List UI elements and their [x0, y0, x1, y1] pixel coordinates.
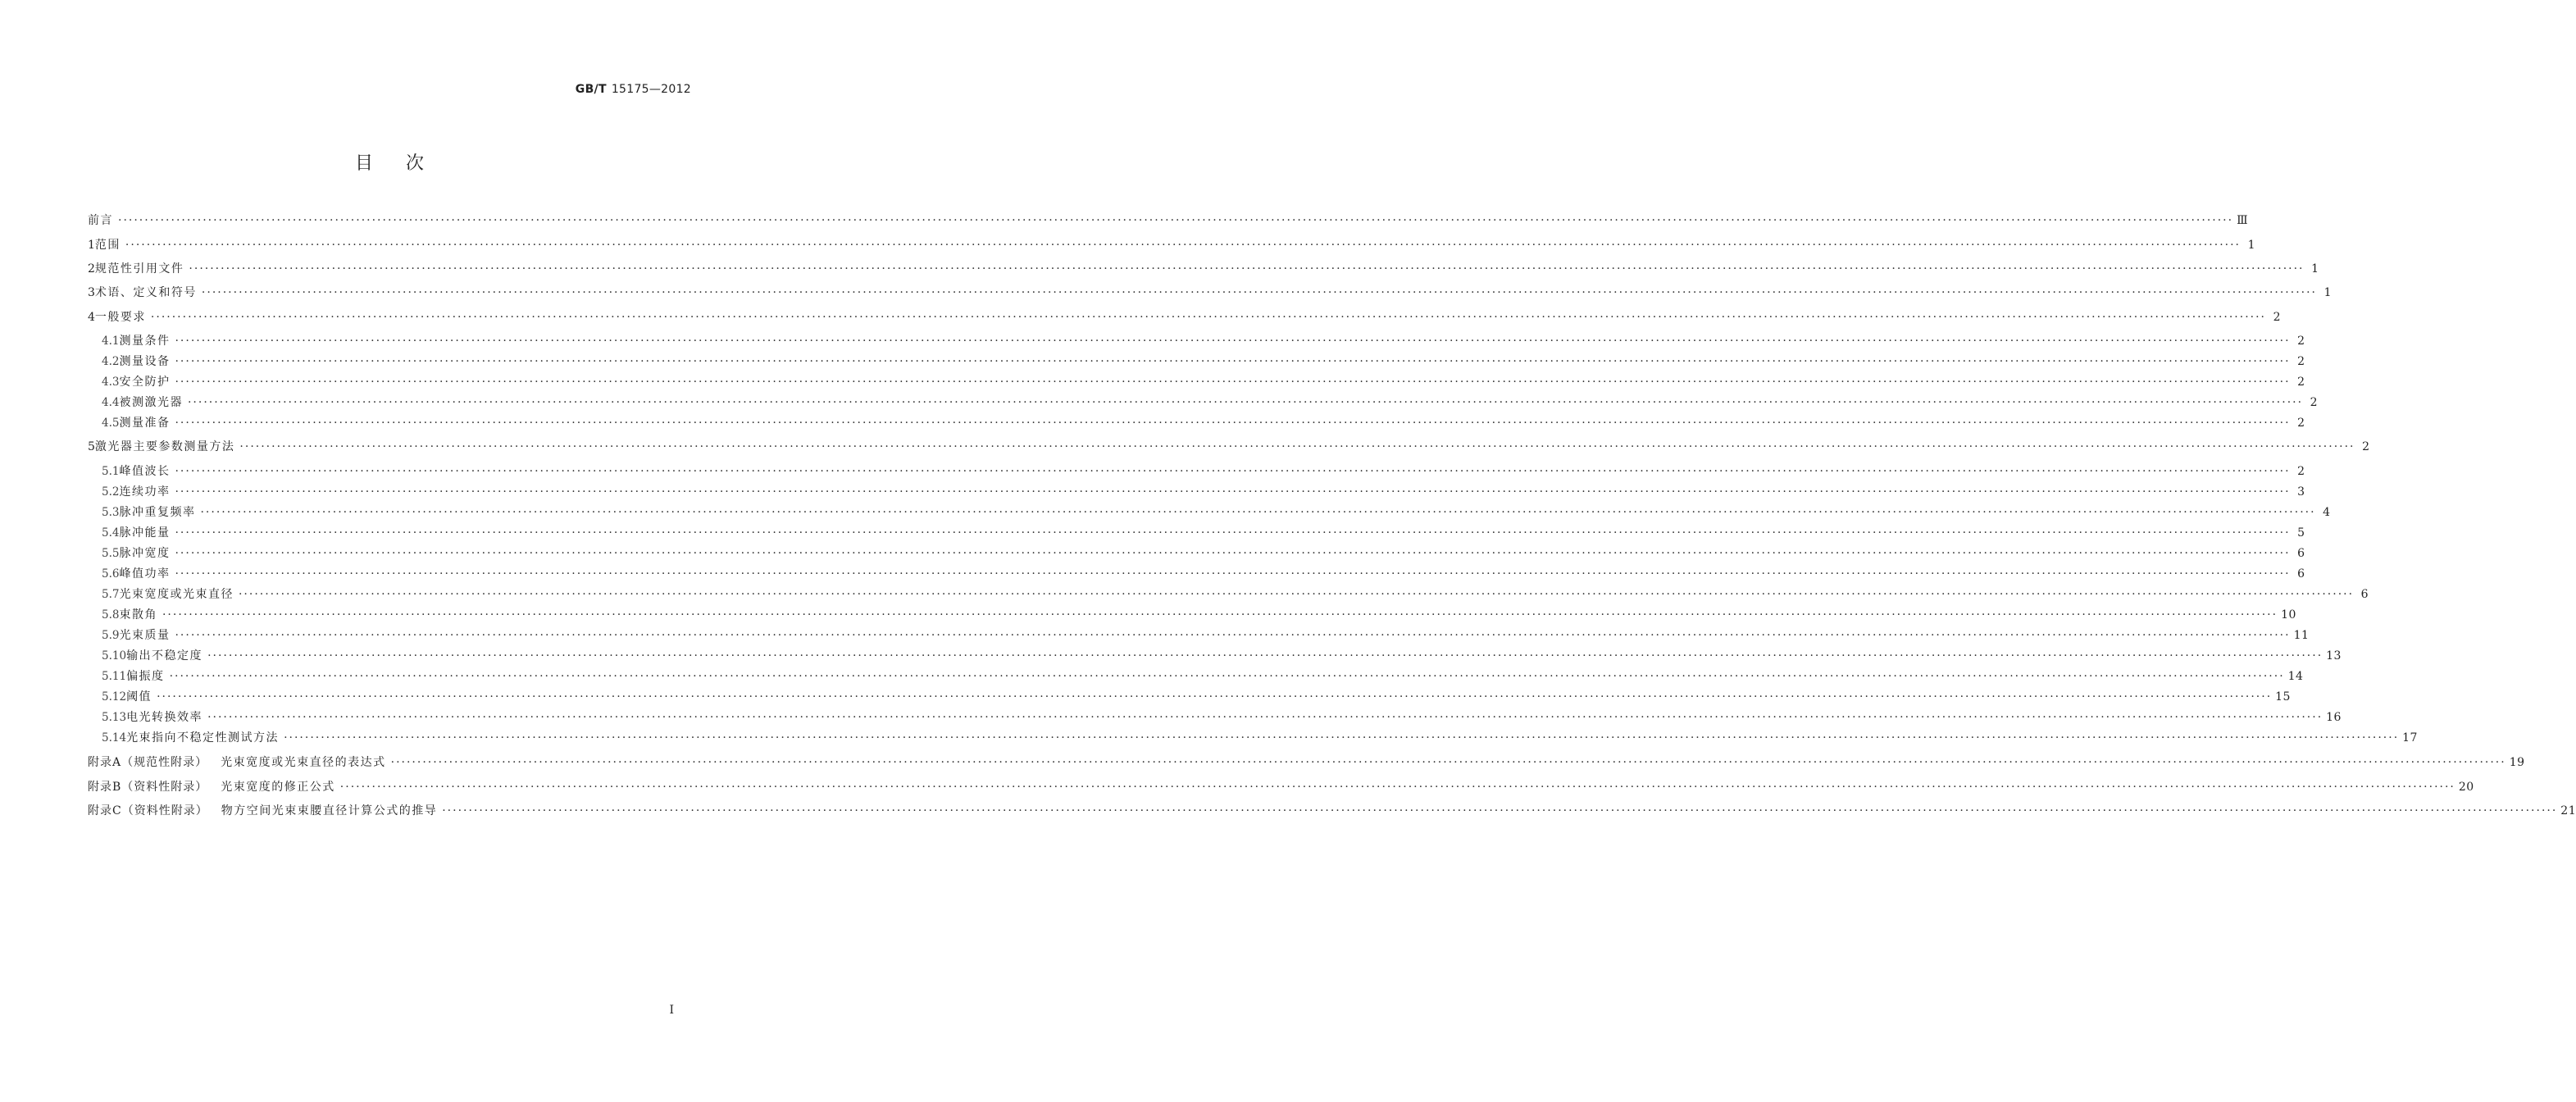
- toc-entry-page: 19: [2509, 756, 2525, 769]
- toc-entry-title: 脉冲重复频率: [119, 506, 196, 519]
- toc-dot-leader: ················································································································································································································································································································································································································: [175, 485, 2291, 499]
- toc-entry-page: Ⅲ: [2237, 214, 2249, 227]
- toc-entry-number: 4.3: [102, 376, 120, 389]
- toc-entry-page: 10: [2281, 608, 2296, 622]
- toc-entry-number: 3: [88, 286, 95, 299]
- toc-entry-title: 脉冲宽度: [119, 547, 171, 560]
- page-number: I: [669, 1004, 674, 1017]
- toc-entry-page: 3: [2297, 485, 2305, 499]
- toc-entry-number: 5: [88, 440, 95, 453]
- standard-number: 15175—2012: [611, 83, 691, 96]
- toc-entry-page: 6: [2297, 547, 2305, 560]
- toc-dot-leader: ················································································································································································································································································································································································································: [175, 629, 2291, 642]
- toc-dot-leader: ················································································································································································································································································································································································································: [189, 262, 2305, 276]
- toc-entry-page: 15: [2275, 690, 2291, 704]
- toc-entry-number: 5.5: [102, 547, 120, 560]
- toc-entry-page: 21: [2560, 804, 2576, 817]
- toc-entry-number: 5.2: [102, 485, 120, 499]
- toc-entry-title: 激光器主要参数测量方法: [94, 440, 235, 453]
- toc-dot-leader: ················································································································································································································································································································································································································: [125, 239, 2241, 252]
- toc-entry-number: 5.8: [102, 608, 120, 622]
- toc-entry-title: 光束质量: [119, 629, 171, 642]
- toc-dot-leader: ················································································································································································································································································································································································································: [175, 376, 2291, 389]
- toc-entry[interactable]: [88, 667, 2304, 684]
- toc-entry-title: 安全防护: [119, 376, 171, 389]
- toc-entry-title: 光束宽度或光束直径的表达式: [221, 756, 386, 769]
- toc-entry-number: 附录A（规范性附录）: [88, 756, 208, 769]
- toc-dot-leader: ················································································································································································································································································································································································································: [239, 440, 2355, 453]
- toc-dot-leader: ················································································································································································································································································································································································································: [150, 311, 2266, 324]
- toc-entry-page: 1: [2247, 239, 2255, 252]
- toc-entry-title: 脉冲能量: [119, 526, 171, 540]
- toc-dot-leader: ················································································································································································································································································································································································································: [187, 396, 2304, 409]
- toc-entry-title: 规范性引用文件: [94, 262, 184, 276]
- toc-entry-number: 附录C（资料性附录）: [88, 804, 208, 817]
- toc-entry-title: 峰值功率: [119, 567, 171, 581]
- toc-entry-number: 5.7: [102, 588, 120, 601]
- toc-dot-leader: ················································································································································································································································································································································································································: [238, 588, 2355, 601]
- toc-entry[interactable]: [88, 647, 2342, 663]
- toc-entry-page: 6: [2360, 588, 2369, 601]
- toc-entry-page: 6: [2297, 567, 2305, 581]
- toc-entry[interactable]: [88, 373, 2305, 389]
- toc-entry-number: 附录B（资料性附录）: [88, 781, 208, 794]
- toc-entry[interactable]: [88, 394, 2319, 410]
- toc-entry-title: 测量设备: [119, 355, 171, 368]
- toc-entry-title: 物方空间光束束腰直径计算公式的推导: [221, 804, 438, 817]
- toc-entry[interactable]: [88, 754, 2525, 770]
- toc-entry-page: 20: [2458, 781, 2474, 794]
- toc-entry[interactable]: [88, 483, 2305, 499]
- toc-entry-number: 4.1: [102, 335, 120, 348]
- toc-dot-leader: ················································································································································································································································································································································································································: [169, 670, 2285, 683]
- toc-entry[interactable]: [88, 236, 2255, 253]
- toc-entry[interactable]: [88, 606, 2296, 622]
- toc-entry-page: 2: [2297, 355, 2305, 368]
- toc-entry[interactable]: [88, 438, 2370, 454]
- toc-entry[interactable]: [88, 462, 2305, 479]
- toc-entry-title: 束散角: [119, 608, 157, 622]
- toc-entry-number: 5.3: [102, 506, 120, 519]
- standard-code: [576, 83, 691, 96]
- toc-entry-number: 5.9: [102, 629, 120, 642]
- toc-entry-number: 5.13: [102, 711, 127, 724]
- toc-entry-number: 5.12: [102, 690, 127, 704]
- toc-dot-leader: ················································································································································································································································································································································································································: [200, 506, 2316, 519]
- toc-entry[interactable]: [88, 332, 2305, 348]
- toc-entry[interactable]: [88, 585, 2369, 602]
- toc-entry-number: 4: [88, 311, 95, 324]
- toc-entry-number: 4.4: [102, 396, 120, 409]
- toc-entry-title: 前言: [88, 214, 113, 227]
- toc-entry-page: 2: [2310, 396, 2319, 409]
- toc-entry-number: 4.2: [102, 355, 120, 368]
- toc-entry-title: 连续功率: [119, 485, 171, 499]
- toc-title: 目次: [354, 153, 457, 174]
- toc-entry-number: 5.14: [102, 731, 127, 745]
- toc-entry-number: 5.10: [102, 649, 127, 663]
- toc-entry[interactable]: [88, 284, 2332, 300]
- toc-dot-leader: ················································································································································································································································································································································································································: [175, 335, 2291, 348]
- toc-dot-leader: ················································································································································································································································································································································································································: [118, 214, 2234, 227]
- toc-entry-title: 光束宽度或光束直径: [119, 588, 234, 601]
- toc-entry-page: 2: [2297, 376, 2305, 389]
- toc-dot-leader: ················································································································································································································································································································································································································: [175, 526, 2291, 540]
- toc-entry-title: 被测激光器: [119, 396, 183, 409]
- toc-dot-leader: ················································································································································································································································································································································································································: [207, 711, 2323, 724]
- toc-dot-leader: ················································································································································································································································································································································································································: [175, 355, 2291, 368]
- toc-entry[interactable]: [88, 212, 2249, 228]
- toc-entry-page: 1: [2323, 286, 2332, 299]
- toc-entry[interactable]: [88, 708, 2342, 725]
- toc-entry-page: 4: [2323, 506, 2331, 519]
- toc-entry-title: 术语、定义和符号: [94, 286, 197, 299]
- toc-entry-number: 1: [88, 239, 95, 252]
- toc-entry-page: 2: [2297, 417, 2305, 430]
- toc-entry-page: 2: [2362, 440, 2370, 453]
- toc-entry-title: 输出不稳定度: [126, 649, 203, 663]
- toc-dot-leader: ················································································································································································································································································································································································································: [390, 756, 2506, 769]
- toc-dot-leader: ················································································································································································································································································································································································································: [175, 547, 2291, 560]
- toc-entry-title: 电光转换效率: [126, 711, 203, 724]
- toc-entry-number: 5.6: [102, 567, 120, 581]
- toc-entry-page: 11: [2293, 629, 2310, 642]
- toc-entry[interactable]: [88, 565, 2305, 581]
- toc-entry[interactable]: [88, 626, 2310, 643]
- toc-entry[interactable]: [88, 353, 2305, 369]
- toc-entry[interactable]: [88, 503, 2331, 520]
- toc-entry-title: 测量条件: [119, 335, 171, 348]
- toc-dot-leader: ················································································································································································································································································································································································································: [339, 781, 2455, 794]
- toc-entry-page: 16: [2326, 711, 2342, 724]
- toc-dot-leader: ················································································································································································································································································································································································································: [284, 731, 2400, 745]
- toc-entry-page: 5: [2297, 526, 2305, 540]
- toc-entry[interactable]: [88, 260, 2319, 276]
- toc-entry[interactable]: [88, 729, 2418, 745]
- toc-entry-number: 4.5: [102, 417, 120, 430]
- toc-entry-number: 2: [88, 262, 95, 276]
- toc-entry-number: 5.1: [102, 465, 120, 478]
- toc-entry-title: 范围: [94, 239, 121, 252]
- toc-entry[interactable]: [88, 778, 2474, 795]
- toc-entry[interactable]: [88, 308, 2281, 325]
- toc-entry-title: 峰值波长: [119, 465, 171, 478]
- toc-entry-page: 2: [2297, 335, 2305, 348]
- toc-entry-page: 2: [2297, 465, 2305, 478]
- toc-entry-title: 一般要求: [94, 311, 146, 324]
- toc-entry-number: 5.11: [102, 670, 127, 683]
- toc-entry-title: 光束指向不稳定性测试方法: [126, 731, 280, 745]
- toc-entry[interactable]: [88, 802, 2576, 818]
- toc-entry[interactable]: [88, 544, 2305, 561]
- toc-entry-page: 17: [2402, 731, 2418, 745]
- toc-dot-leader: ················································································································································································································································································································································································································: [201, 286, 2317, 299]
- toc-entry[interactable]: [88, 688, 2291, 704]
- toc-dot-leader: ················································································································································································································································································································································································································: [175, 567, 2291, 581]
- toc-dot-leader: ················································································································································································································································································································································································································: [175, 417, 2291, 430]
- toc-entry-page: 2: [2273, 311, 2281, 324]
- toc-entry-title: 测量准备: [119, 417, 171, 430]
- toc-entry[interactable]: [88, 414, 2305, 430]
- toc-entry-title: 偏振度: [126, 670, 165, 683]
- toc-entry-page: 13: [2326, 649, 2342, 663]
- toc-entry-page: 14: [2287, 670, 2304, 683]
- toc-entry-page: 1: [2311, 262, 2319, 276]
- toc-dot-leader: ················································································································································································································································································································································································································: [442, 804, 2558, 817]
- toc-dot-leader: ················································································································································································································································································································································································································: [207, 649, 2323, 663]
- toc-entry-title: 阈值: [126, 690, 152, 704]
- toc-entry-number: 5.4: [102, 526, 120, 540]
- toc-dot-leader: ················································································································································································································································································································································································································: [157, 690, 2273, 704]
- toc-entry[interactable]: [88, 524, 2305, 540]
- toc-dot-leader: ················································································································································································································································································································································································································: [175, 465, 2291, 478]
- toc-dot-leader: ················································································································································································································································································································································································································: [162, 608, 2278, 622]
- standard-prefix: GB/T: [575, 83, 607, 96]
- toc-entry-title: 光束宽度的修正公式: [221, 781, 335, 794]
